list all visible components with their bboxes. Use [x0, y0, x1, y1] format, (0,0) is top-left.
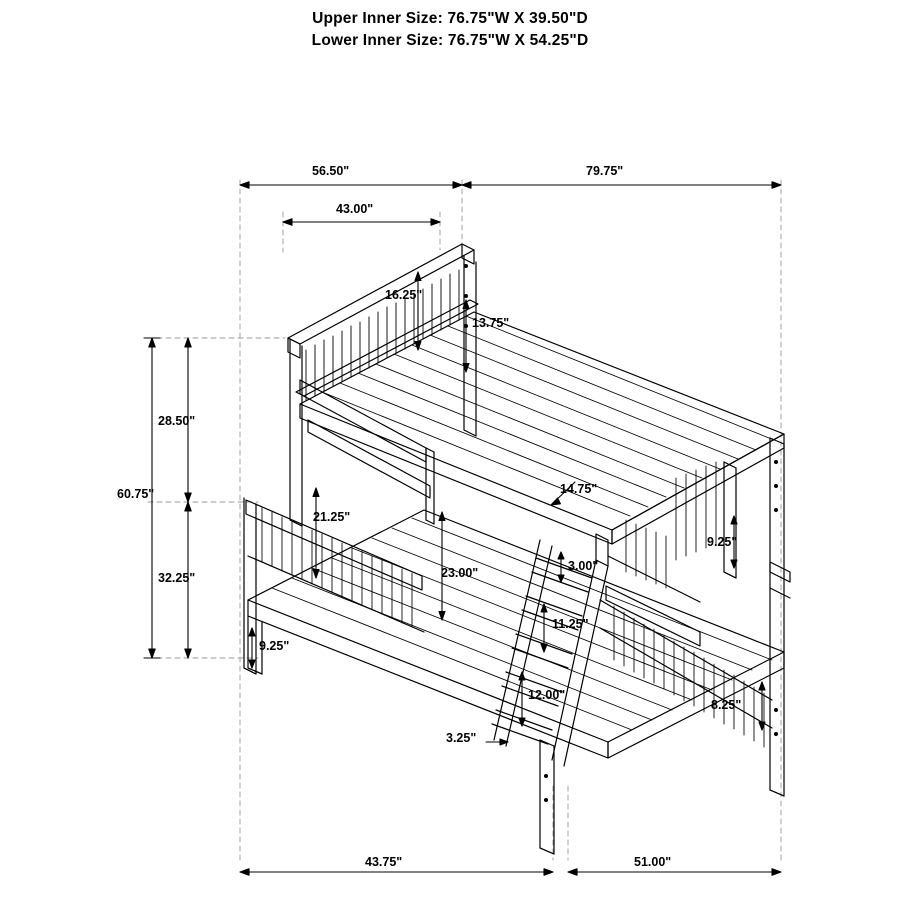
dim-ladder-offset: 14.75" [560, 482, 598, 496]
lower-inner-size-text: Lower Inner Size: 76.75"W X 54.25"D [311, 32, 589, 49]
dim-lower-bed-width: 23.00" [441, 566, 479, 580]
dim-lower-deck-height: 32.25" [158, 571, 196, 585]
dim-upper-bed-length: 43.00" [336, 202, 374, 216]
dim-ladder-step-gap: 11.25" [552, 617, 589, 631]
dim-bottom-right-width: 51.00" [634, 855, 672, 869]
dim-top-left-width: 56.50" [312, 164, 350, 178]
upper-inner-size-text: Upper Inner Size: 76.75"W X 39.50"D [312, 10, 588, 27]
dim-ladder-foot: 3.25" [446, 731, 477, 745]
dim-rail-gap: 3.00" [568, 559, 599, 573]
dim-right-base-height: 8.25" [711, 698, 742, 712]
dim-ladder-bottom: 12.00" [528, 688, 566, 702]
dim-right-panel-gap: 9.25" [707, 535, 738, 549]
dim-upper-deck-height: 28.50" [158, 414, 196, 428]
dim-top-right-width: 79.75" [586, 164, 624, 178]
dim-upper-post-width: 21.25" [313, 510, 351, 524]
dim-upper-rail-height: 16.25" [385, 288, 423, 302]
dim-upper-guard-rail: 13.75" [472, 316, 510, 330]
dim-overall-height: 60.75" [117, 487, 155, 501]
dim-bottom-left-width: 43.75" [365, 855, 403, 869]
dim-left-base-height: 9.25" [259, 639, 290, 653]
